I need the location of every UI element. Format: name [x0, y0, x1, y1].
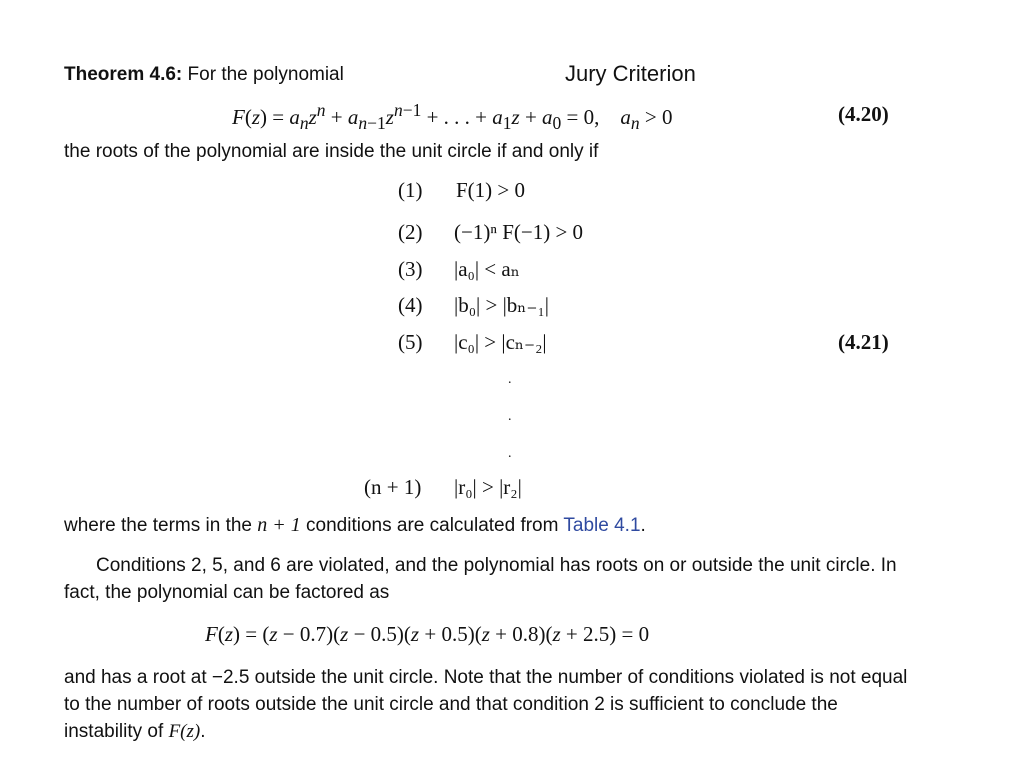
- condition-label: (2): [398, 220, 423, 244]
- table-4-1-link[interactable]: Table 4.1: [563, 515, 641, 536]
- where-text-n1: n + 1: [257, 514, 301, 536]
- condition-expression: |a₀| < aₙ: [454, 257, 520, 281]
- equation-number-4-20: (4.20): [838, 102, 889, 126]
- condition-label: (4): [398, 293, 423, 317]
- paragraph2-end: .: [200, 721, 206, 742]
- paragraph2-text: and has a root at −2.5 outside the unit circle. Note that the number of conditions violated is not equal to the number of roots outside the unit circle and that condition 2 is sufficient to conclude the instability of: [64, 667, 908, 742]
- where-text-post: conditions are calculated from: [306, 515, 559, 536]
- theorem-label: Theorem 4.6:: [64, 64, 183, 85]
- theorem-intro: For the polynomial: [187, 64, 344, 85]
- page-title: Jury Criterion: [565, 61, 696, 86]
- theorem-statement: the roots of the polynomial are inside the unit circle if and only if: [64, 141, 599, 162]
- condition-label: (n + 1): [364, 475, 422, 499]
- ellipsis-dot: .: [508, 446, 512, 461]
- where-period: .: [640, 515, 646, 536]
- paragraph2-function: F(z): [168, 721, 201, 742]
- condition-expression: (−1)ⁿ F(−1) > 0: [454, 220, 584, 244]
- condition-expression: F(1) > 0: [456, 178, 526, 202]
- condition-expression: |b₀| > |bₙ₋₁|: [454, 293, 549, 317]
- condition-label: (5): [398, 330, 423, 354]
- paragraph-conditions-violated: Conditions 2, 5, and 6 are violated, and the polynomial has roots on or outside the unit circle. In fact, the polynomial can be factored as: [64, 555, 897, 603]
- condition-expression: |r₀| > |r₂|: [454, 475, 522, 499]
- where-text-pre: where the terms in the: [64, 515, 252, 536]
- where-sentence: [64, 514, 646, 537]
- equation-factored: F(z) = (z − 0.7)(z − 0.5)(z + 0.5)(z + 0.8)(z + 2.5) = 0: [205, 622, 650, 646]
- paragraph-root-outside: [64, 664, 914, 745]
- ellipsis-dot: .: [508, 372, 512, 387]
- theorem-header: [64, 64, 344, 86]
- condition-expression: |c₀| > |cₙ₋₂|: [454, 330, 547, 354]
- equation-4-20: $F(z) = a_nz^n + a_{n-1}z^{n-1}$ + . . . + $a_1z + a_0 = 0$, $a_n > 0$: [232, 100, 673, 134]
- condition-label: (3): [398, 257, 423, 281]
- ellipsis-dot: .: [508, 409, 512, 424]
- condition-label: (1): [398, 178, 423, 202]
- equation-number-4-21: (4.21): [838, 330, 889, 354]
